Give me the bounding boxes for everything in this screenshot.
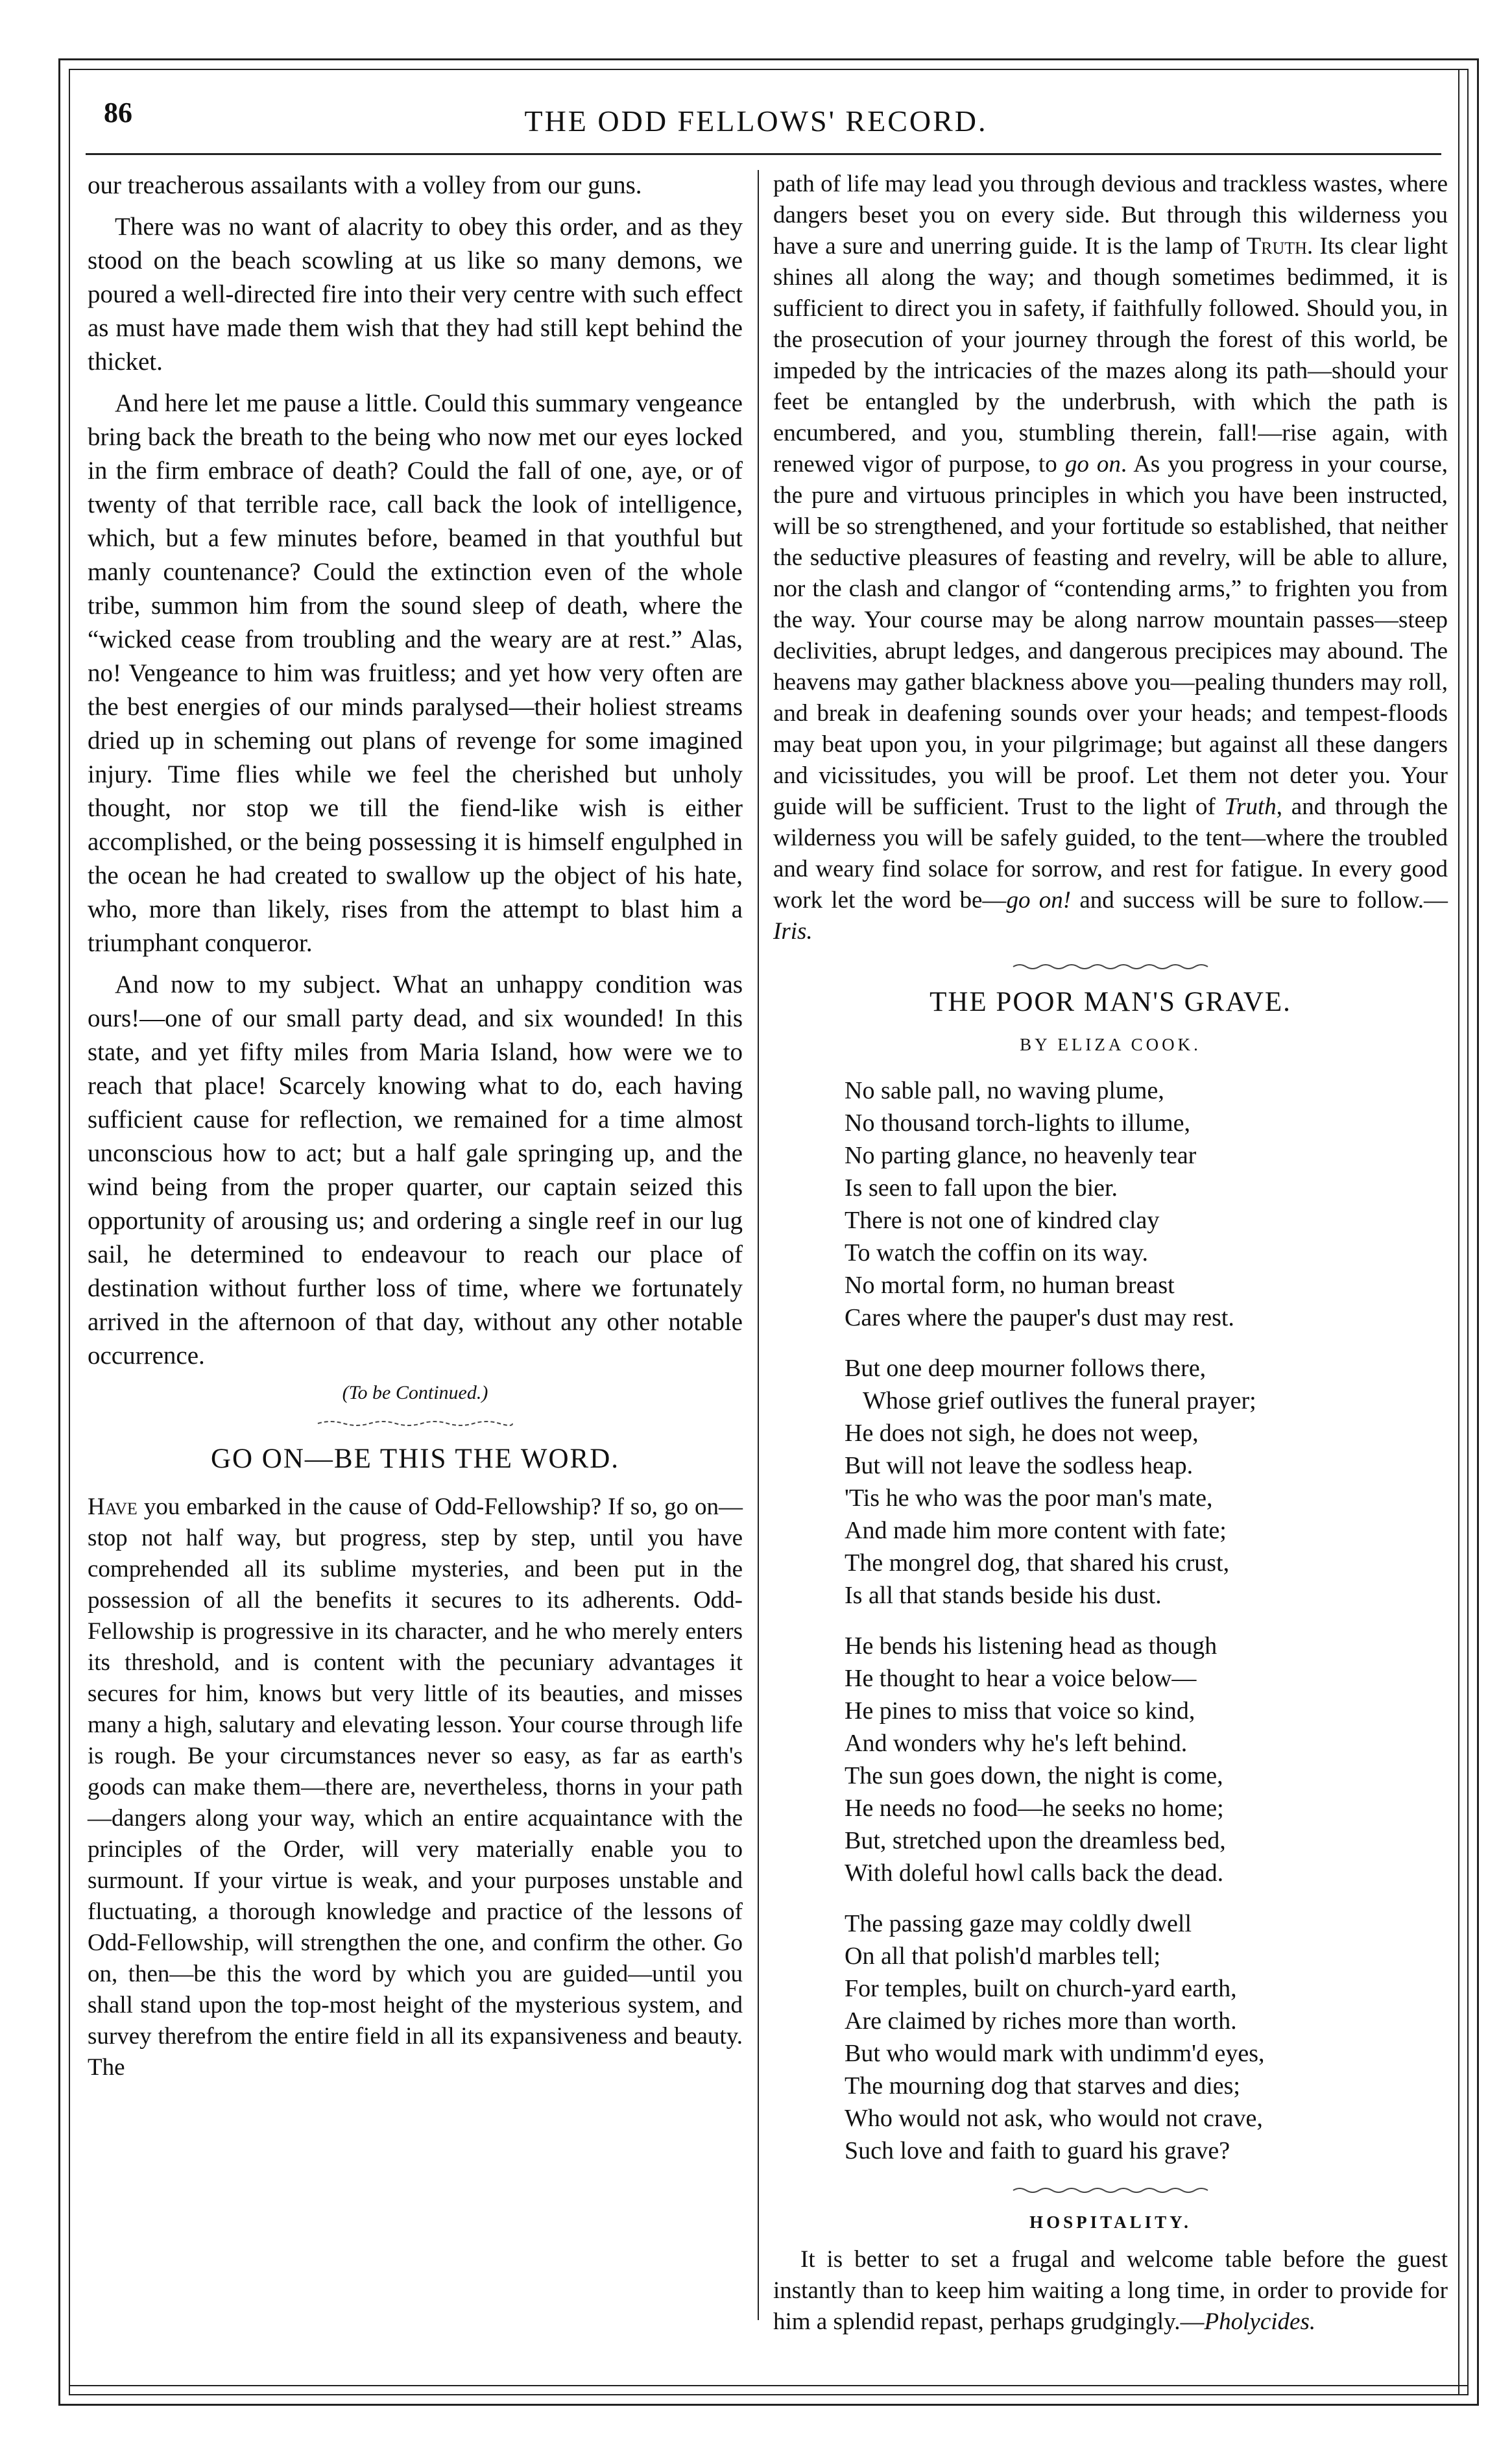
go-on-body-text: you embarked in the cause of Odd-Fellowship? If so, go on—stop not half way, but progress, step by step, until you have comprehended all its sublime mysteries, and been put in the possession of all the benefits it secures to its adherents. Odd-Fellowship is progressive in its character, and he who merely enters its threshold, and is content with the pecuniary advantages it secures for him, knows but very little of its beauties, and misses many a high, salutary and elevating lesson. Your course through life is rough. Be your circumstances never so easy, as far as earth's goods can make them—there are, nevertheless, thorns in your path—dangers along your way, which an entire acquaintance with the principles of the Order, will very materially enable you to surmount. If your virtue is weak, and your purposes unstable and fluctuating, a thorough knowledge and practice of the lessons of Odd-Fellowship, will strengthen the one, and confirm the other. Go on, then—be this the word by which you are guided—until you shall stand upon the top-most height of the mysterious system, and survey therefrom the entire field in all its expansiveness and beauty. The [88,1494,743,2081]
verse-line: Cares where the pauper's dust may rest. [845,1304,1234,1331]
verse-line: Are claimed by riches more than worth. [845,2007,1237,2035]
verse-line: No parting glance, no heavenly tear [845,1142,1197,1169]
hospitality-attribution: Pholycides. [1204,2308,1316,2335]
paragraph: our treacherous assailants with a volley from our guns. [88,171,642,199]
verse-line: But will not leave the sodless heap. [845,1452,1194,1479]
poem-stanza [845,1907,1448,2167]
column-divider [758,170,759,2320]
section-divider-ornament [1007,962,1214,972]
running-head-title: THE ODD FELLOWS' RECORD. [524,104,988,138]
verse-line: There is not one of kindred clay [845,1207,1160,1234]
verse-line: The passing gaze may coldly dwell [845,1910,1192,1937]
verse-line: And wonders why he's left behind. [845,1730,1188,1757]
verse-line: The mourning dog that starves and dies; [845,2072,1240,2100]
page-number: 86 [104,97,132,128]
poem-byline: BY ELIZA COOK. [1020,1035,1201,1054]
header-rule [86,153,1441,155]
left-column [88,169,743,2091]
continuation-text: path of life may lead you through devious and trackless wastes, where dangers beset you on every side. But through this wilderness you have a sure and unerring guide. It is the lamp of [773,171,1448,260]
article-title-go-on: GO ON—BE THIS THE WORD. [210,1444,620,1474]
go-on-body [88,1492,743,2083]
verse-line: Such love and faith to guard his grave? [845,2137,1230,2164]
verse-line: For temples, built on church-yard earth, [845,1975,1237,2002]
verse-line: But, stretched upon the dreamless bed, [845,1827,1226,1854]
verse-line: No mortal form, no human breast [845,1272,1175,1299]
poem-stanza [845,1352,1448,1612]
page-border-bottom-rule [69,2385,1469,2386]
verse-line: And made him more content with fate; [845,1517,1227,1544]
continuation-text: . Its clear light shines all along the way; and though sometimes bedimmed, it is sufficient to direct you in safety, if faithfully followed. Should you, in the prosecution of your journey through the forest of this world, be impeded by the intricacies of the mazes along its path—should your feet be entangled by the underbrush, with which the path is encumbered, and you, stumbling therein, fall!—rise again, with renewed vigor of purpose, to [773,233,1448,478]
verse-line: Is seen to fall upon the bier. [845,1174,1118,1202]
verse-line: But who would mark with undimm'd eyes, [845,2040,1265,2067]
continuation-text: and success will be sure to follow.— [1071,887,1448,914]
truth-italic: Truth [1224,793,1277,820]
to-be-continued-note: (To be Continued.) [342,1382,488,1403]
verse-line: Is all that stands beside his dust. [845,1582,1162,1609]
verse-line: 'Tis he who was the poor man's mate, [845,1484,1213,1512]
verse-line: The mongrel dog, that shared his crust, [845,1549,1230,1577]
verse-line: He does not sigh, he does not weep, [845,1420,1199,1447]
go-on-continuation [773,169,1448,947]
continuation-text: . As you progress in your course, the pure and virtuous principles in which you have been instructed, will be so strengthened, and your fortitude so established, that neither the seductive pleasures of feasting and revelry, will be able to allure, nor the clash and clangor of “contending arms,” to frighten you from the way. Your course may be along narrow mountain passes—steep declivities, abrupt ledges, and dangerous precipices may abound. The heavens may gather blackness above you—pealing thunders may roll, and break in deafening sounds over your heads; and tempest-floods may beat upon you, in your pilgrimage; but against all these dangers and vicissitudes, you will be proof. Let them not deter you. Your guide will be sufficient. Trust to the light of [773,451,1448,820]
verse-line: He pines to miss that voice so kind, [845,1697,1195,1725]
go-on-italic: go on [1064,451,1121,478]
truth-small-caps: Truth [1246,233,1307,260]
verse-line: On all that polish'd marbles tell; [845,1943,1161,1970]
poem-title: THE POOR MAN'S GRAVE. [930,987,1291,1017]
verse-line: The sun goes down, the night is come, [845,1762,1223,1789]
verse-line: To watch the coffin on its way. [845,1239,1149,1266]
poem-stanza [845,1074,1448,1334]
verse-line: No thousand torch-lights to illume, [845,1109,1191,1137]
poem [845,1074,1448,2167]
verse-line: No sable pall, no waving plume, [845,1077,1164,1104]
lead-word: Have [88,1494,138,1520]
section-divider-ornament [311,1418,519,1429]
paragraph: And now to my subject. What an unhappy condition was ours!—one of our small party dead, and six wounded! In this state, and yet fifty miles from Maria Island, how were we to reach that place! Scarcely knowing what to do, each having sufficient cause for reflection, we remained for a time almost unconscious how to act; but a half gale springing up, and the wind being from the proper quarter, our captain seized this opportunity of arousing us; and ordering a single reef in our lug sail, he determined to endeavour to reach our place of destination without further loss of time, where we fortunately arrived in the afternoon of that day, without any other notable occurrence. [88,971,743,1370]
poem-stanza [845,1630,1448,1889]
verse-line: Whose grief outlives the funeral prayer; [863,1387,1256,1414]
verse-line: He thought to hear a voice below— [845,1665,1197,1692]
paragraph: And here let me pause a little. Could this summary vengeance bring back the breath to the being who now met our eyes locked in the firm embrace of death? Could the fall of one, aye, or of twenty of that terrible race, call back the look of intelligence, which, but a few minutes before, beamed in that youthful but manly countenance? Could the extinction even of the whole tribe, summon him from the sound sleep of death, where the “wicked cease from troubling and the weary are at rest.” Alas, no! Vengeance to him was fruitless; and yet how very often are the best energies of our minds paralysed—their holiest streams dried up in scheming out plans of revenge for some imagined injury. Time flies while we feel the cherished but unholy thought, nor stop we till the fiend-like wish is either accomplished, or the being possessing it is himself engulphed in the ocean he had created to swallow up the object of his hate, who, more than likely, rises from the attempt to blast him a triumphant conqueror. [88,389,743,957]
verse-line: But one deep mourner follows there, [845,1355,1206,1382]
hospitality-heading: HOSPITALITY. [1029,2212,1192,2232]
hospitality-body: It is better to set a frugal and welcome table before the guest instantly than to keep him waiting a long time, in order to provide for him a splendid repast, perhaps grudgingly.— [773,2246,1448,2335]
author-signature: Iris. [773,918,813,945]
section-divider-ornament [1007,2185,1214,2196]
go-on-italic-end: go on! [1006,887,1072,914]
paragraph: There was no want of alacrity to obey this order, and as they stood on the beach scowling at us like so many demons, we poured a well-directed fire into their very centre with such effect as must have made them wish that they had still kept behind the thicket. [88,213,743,376]
verse-line: Who would not ask, who would not crave, [845,2105,1263,2132]
right-column [773,169,1448,2345]
continuation-text: , and through the wilderness you will be safely guided, to the tent—where the troubled and weary find solace for sorrow, and rest for fatigue. In every good work let the word be— [773,793,1448,914]
verse-line: He needs no food—he seeks no home; [845,1795,1224,1822]
verse-line: With doleful howl calls back the dead. [845,1859,1224,1887]
verse-line: He bends his listening head as though [845,1632,1218,1660]
page-border-right-rule [1458,69,1459,2395]
hospitality-text [773,2244,1448,2338]
